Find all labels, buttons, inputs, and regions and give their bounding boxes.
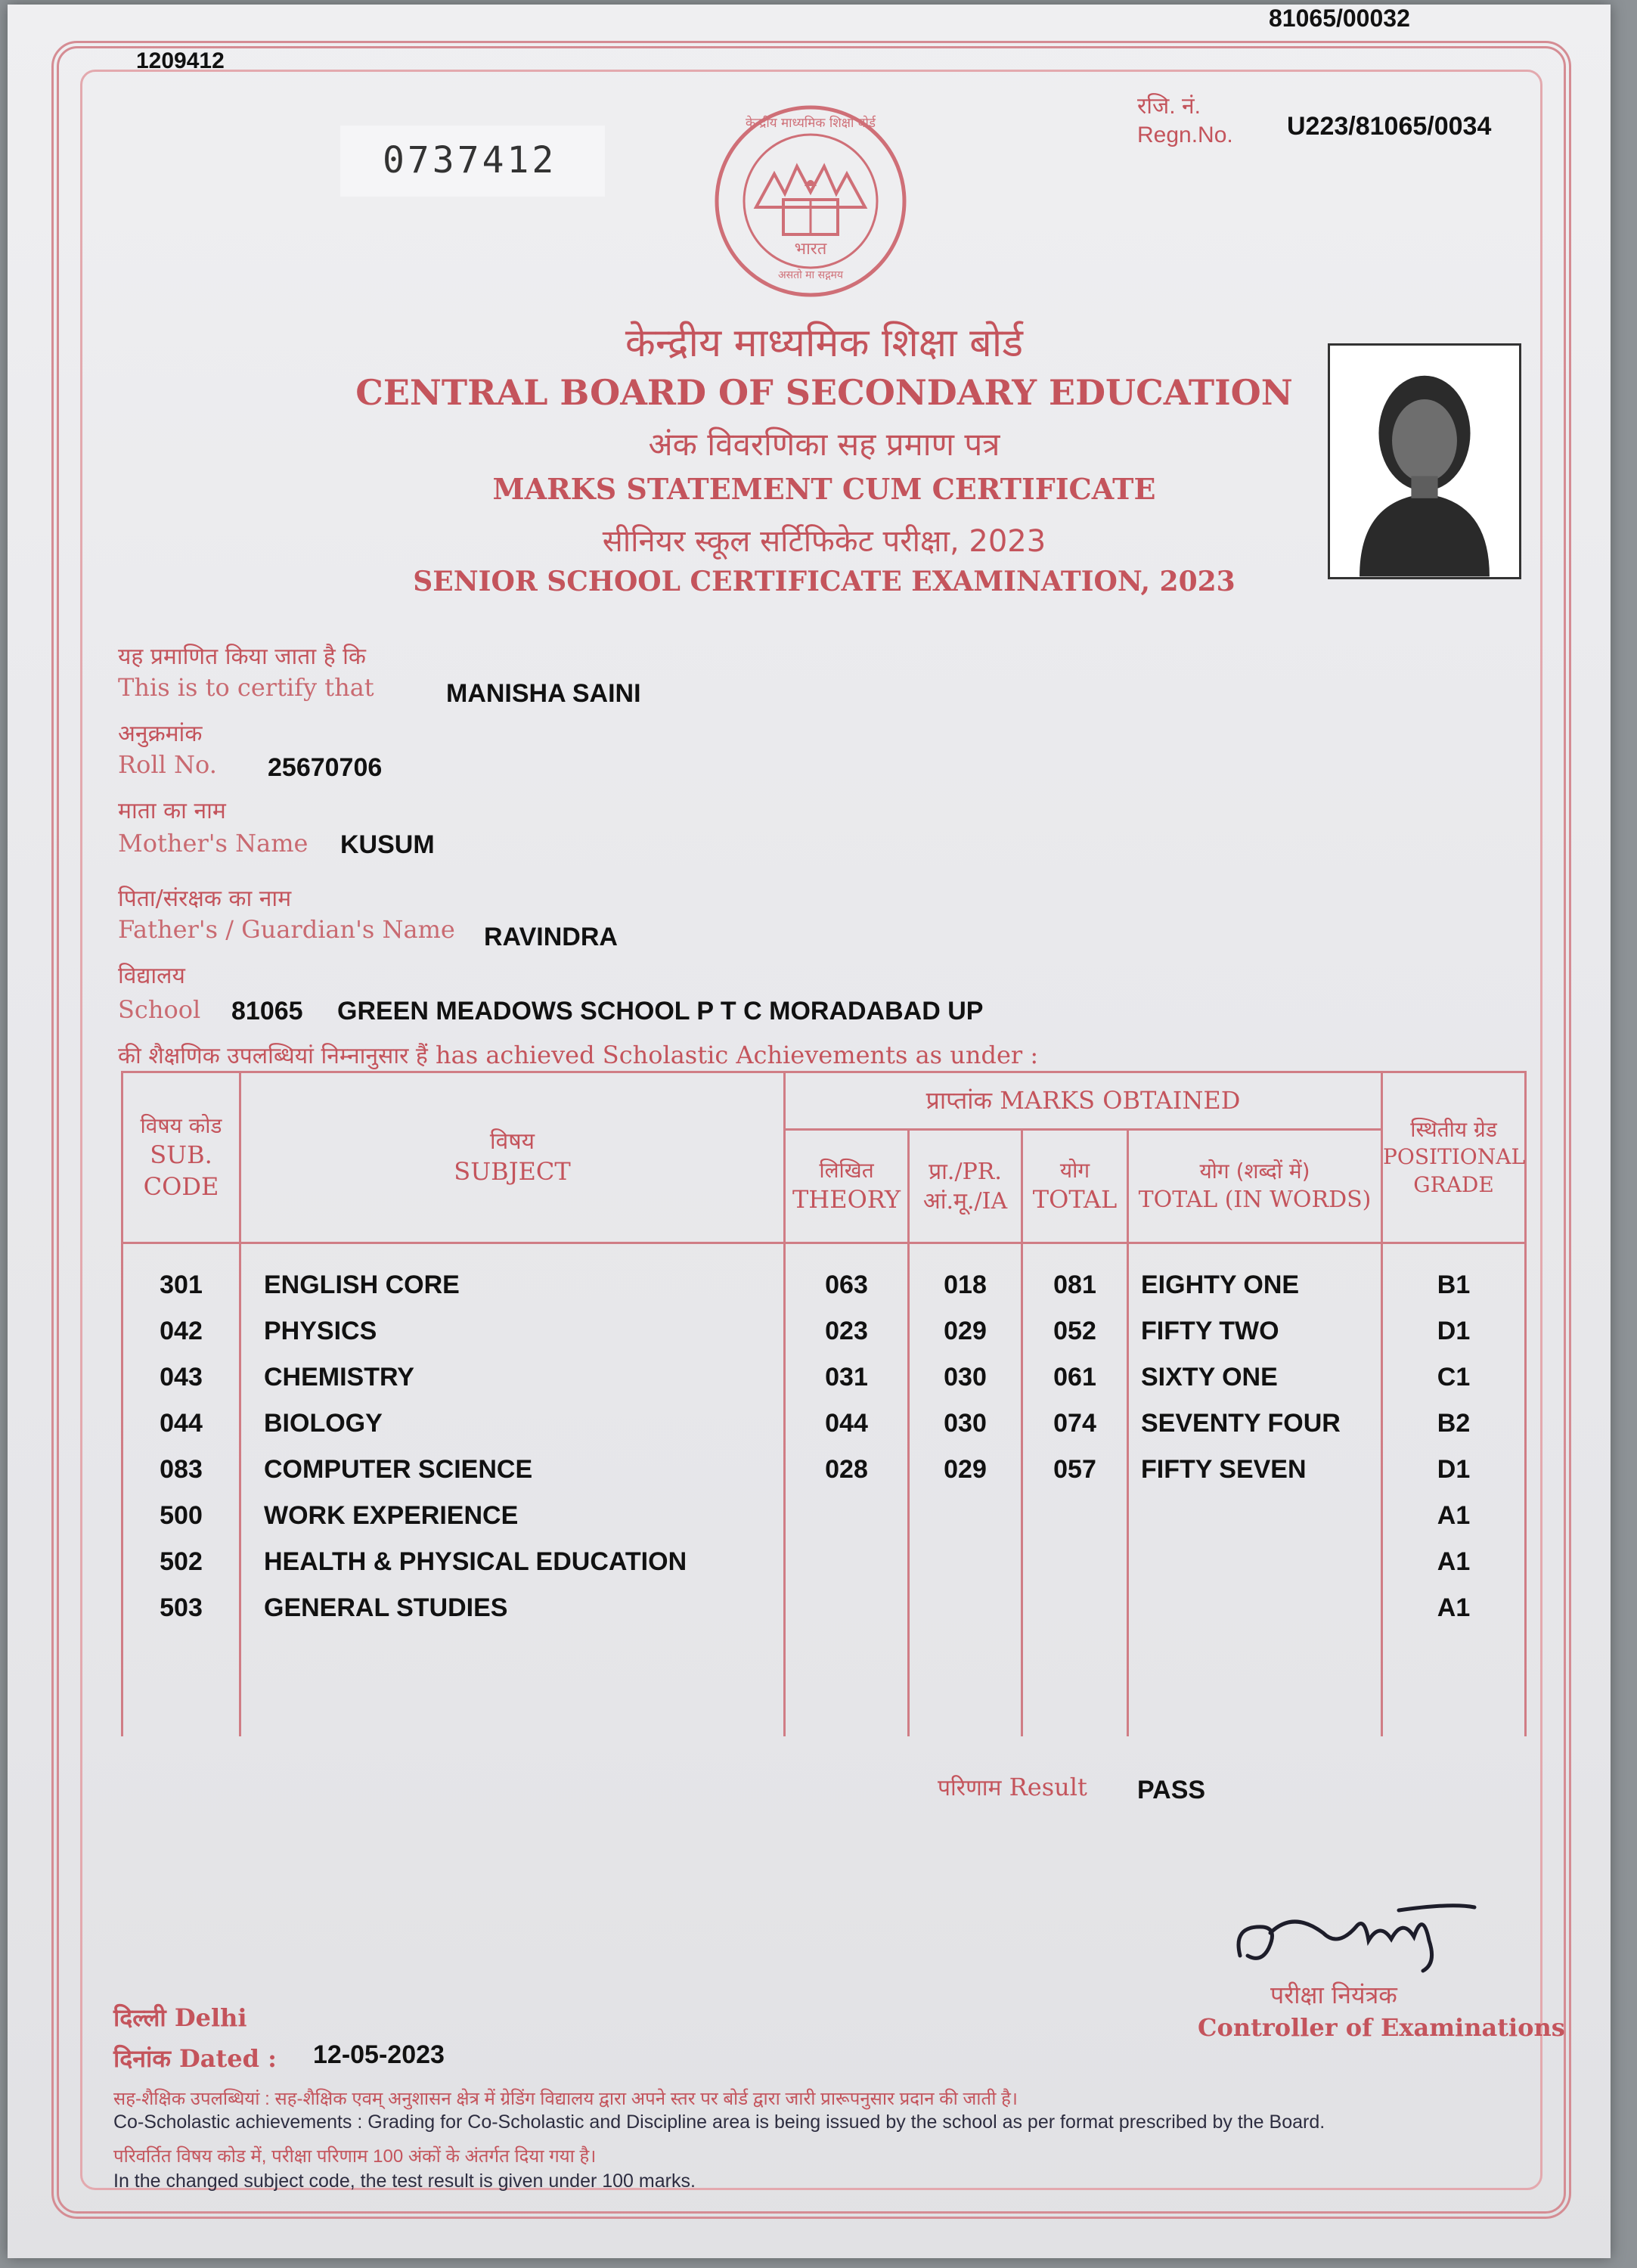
mother-name: KUSUM xyxy=(340,830,435,859)
header-total: योग TOTAL xyxy=(1022,1130,1128,1243)
mother-label-en: Mother's Name xyxy=(118,829,308,858)
col-code xyxy=(122,1243,240,1737)
header-marks-obtained: प्राप्तांक MARKS OBTAINED xyxy=(785,1072,1382,1130)
table-row-grade: C1 xyxy=(1437,1363,1471,1392)
table-row-theory xyxy=(786,1539,907,1585)
exam-title-hindi: सीनियर स्कूल सर्टिफिकेट परीक्षा, 2023 xyxy=(602,524,1046,559)
table-row-words: FIFTY TWO xyxy=(1141,1317,1279,1345)
note-co-scholastic-en: Co-Scholastic achievements : Grading for Co-Scholastic and Discipline area is being issued by the school as per format prescribed by the Board. xyxy=(113,2111,1325,2133)
table-row-theory: 028 xyxy=(825,1455,868,1484)
logo-ring-text: केन्द्रीय माध्यमिक शिक्षा बोर्ड xyxy=(745,116,876,131)
table-row-total xyxy=(1023,1585,1127,1631)
table-row-practical: 018 xyxy=(944,1271,987,1299)
table-row-grade: B2 xyxy=(1437,1409,1471,1438)
col-total-words xyxy=(1128,1243,1382,1737)
note-co-scholastic-hi: सह-शैक्षिक उपलब्धियां : सह-शैक्षिक एवम् अनुशासन क्षेत्र में ग्रेडिंग विद्यालय द्वारा अपने स्तर पर बोर्ड द्वारा जारी प्रारूपनुसार प्रदान की जाती है। xyxy=(113,2089,1018,2109)
table-row-words: SEVENTY FOUR xyxy=(1141,1409,1341,1438)
table-row-total xyxy=(1023,1539,1127,1585)
mother-label-hi: माता का नाम xyxy=(118,798,226,824)
header-sub-code: विषय कोड SUB. CODE xyxy=(122,1072,240,1243)
doc-title-english: MARKS STATEMENT CUM CERTIFICATE xyxy=(492,472,1156,506)
table-row-subject: PHYSICS xyxy=(264,1317,377,1345)
issue-date: 12-05-2023 xyxy=(313,2040,445,2069)
student-name: MANISHA SAINI xyxy=(446,679,641,708)
marks-table xyxy=(121,1071,1527,1736)
header-theory: लिखित THEORY xyxy=(785,1130,909,1243)
logo-motto: असतो मा सद्गमय xyxy=(777,269,844,281)
roll-number: 25670706 xyxy=(268,753,383,782)
table-row-words xyxy=(1129,1493,1381,1539)
table-row-code: 500 xyxy=(160,1501,203,1530)
table-row-code: 301 xyxy=(160,1271,203,1299)
table-row-total: 074 xyxy=(1053,1409,1096,1438)
logo-country: भारत xyxy=(794,240,827,259)
note-changed-code-hi: परिवर्तित विषय कोड में, परीक्षा परिणाम 100 अंकों के अंतर्गत दिया गया है। xyxy=(113,2146,597,2167)
table-row-grade: A1 xyxy=(1437,1593,1471,1622)
regn-value: U223/81065/0034 xyxy=(1287,112,1492,141)
header-total-words: योग (शब्दों में) TOTAL (IN WORDS) xyxy=(1128,1130,1382,1243)
table-row-total: 057 xyxy=(1053,1455,1096,1484)
table-row-total: 061 xyxy=(1053,1363,1096,1392)
board-name-hindi: केन्द्रीय माध्यमिक शिक्षा बोर्ड xyxy=(625,321,1024,366)
table-row-theory: 044 xyxy=(825,1409,868,1438)
table-row-code: 044 xyxy=(160,1409,203,1438)
school-label-en: School xyxy=(118,995,201,1024)
father-name: RAVINDRA xyxy=(484,923,618,951)
header-practical: प्रा./PR. आं.मू./IA xyxy=(909,1130,1022,1243)
regn-label-hi: रजि. नं. xyxy=(1137,94,1201,119)
result-label: परिणाम Result xyxy=(938,1773,1087,1801)
table-row-grade: A1 xyxy=(1437,1501,1471,1530)
table-row-code: 042 xyxy=(160,1317,203,1345)
table-row-words xyxy=(1129,1539,1381,1585)
cbse-logo-icon xyxy=(711,101,910,301)
controller-title-en: Controller of Examinations xyxy=(1198,2013,1565,2042)
table-row-words: FIFTY SEVEN xyxy=(1141,1455,1307,1484)
certify-label-en: This is to certify that xyxy=(118,673,374,702)
table-row-subject: BIOLOGY xyxy=(264,1409,383,1438)
table-row-grade: D1 xyxy=(1437,1317,1471,1345)
table-row-practical xyxy=(910,1585,1021,1631)
table-row-grade: A1 xyxy=(1437,1547,1471,1576)
table-row-theory xyxy=(786,1585,907,1631)
table-row-subject: ENGLISH CORE xyxy=(264,1271,460,1299)
table-row-total: 052 xyxy=(1053,1317,1096,1345)
serial-left: 1209412 xyxy=(136,48,225,73)
table-row-code: 503 xyxy=(160,1593,203,1622)
table-row-practical xyxy=(910,1493,1021,1539)
table-row-words: EIGHTY ONE xyxy=(1141,1271,1300,1299)
table-row-theory xyxy=(786,1493,907,1539)
note-changed-code-en: In the changed subject code, the test result is given under 100 marks. xyxy=(113,2170,696,2192)
table-row-practical xyxy=(910,1539,1021,1585)
dated-label: दिनांक Dated : xyxy=(113,2044,277,2073)
certificate-number-box xyxy=(340,126,605,197)
table-row-code: 083 xyxy=(160,1455,203,1484)
certificate-sheet xyxy=(8,5,1611,2258)
table-row-practical: 029 xyxy=(944,1455,987,1484)
col-theory xyxy=(785,1243,909,1737)
table-row-subject: WORK EXPERIENCE xyxy=(264,1501,519,1530)
table-row-grade: B1 xyxy=(1437,1271,1471,1299)
regn-label-en: Regn.No. xyxy=(1137,123,1233,147)
father-label-hi: पिता/संरक्षक का नाम xyxy=(118,886,292,912)
table-row-grade: D1 xyxy=(1437,1455,1471,1484)
board-name-english: CENTRAL BOARD OF SECONDARY EDUCATION xyxy=(355,372,1293,413)
header-subject: विषय SUBJECT xyxy=(240,1072,785,1243)
serial-right: 81065/00032 xyxy=(1269,5,1410,32)
table-row-words xyxy=(1129,1585,1381,1631)
achieved-line xyxy=(118,1039,1038,1070)
table-row-code: 502 xyxy=(160,1547,203,1576)
table-row-theory: 063 xyxy=(825,1271,868,1299)
table-row-subject: COMPUTER SCIENCE xyxy=(264,1455,533,1484)
school-label-hi: विद्यालय xyxy=(118,963,185,989)
table-row-total xyxy=(1023,1493,1127,1539)
achieved-label-hi: की शैक्षणिक उपलब्धियां निम्नानुसार हैं xyxy=(118,1043,428,1069)
table-row-practical: 029 xyxy=(944,1317,987,1345)
roll-label-hi: अनुक्रमांक xyxy=(118,721,203,747)
col-grade xyxy=(1382,1243,1526,1737)
table-row-practical: 030 xyxy=(944,1409,987,1438)
controller-title-hi: परीक्षा नियंत्रक xyxy=(1270,1981,1397,2009)
certificate-number: 0737412 xyxy=(383,139,557,182)
col-subject xyxy=(240,1243,785,1737)
father-label-en: Father's / Guardian's Name xyxy=(118,915,455,944)
header-positional-grade: स्थितीय ग्रेड POSITIONAL GRADE xyxy=(1382,1072,1526,1243)
certify-label-hi: यह प्रमाणित किया जाता है कि xyxy=(118,644,366,670)
table-row-total: 081 xyxy=(1053,1271,1096,1299)
school-name: GREEN MEADOWS SCHOOL P T C MORADABAD UP xyxy=(337,997,984,1025)
student-photo xyxy=(1328,343,1521,579)
doc-title-hindi: अंक विवरणिका सह प्रमाण पत्र xyxy=(648,426,1000,463)
table-row-subject: CHEMISTRY xyxy=(264,1363,414,1392)
table-row-practical: 030 xyxy=(944,1363,987,1392)
controller-signature xyxy=(1225,1880,1482,1978)
table-row-theory: 031 xyxy=(825,1363,868,1392)
place-city: दिल्ली Delhi xyxy=(113,2003,247,2032)
col-total xyxy=(1022,1243,1128,1737)
table-row-theory: 023 xyxy=(825,1317,868,1345)
achieved-label-en: has achieved Scholastic Achievements as under : xyxy=(436,1041,1039,1069)
table-row-words: SIXTY ONE xyxy=(1141,1363,1278,1392)
result-value: PASS xyxy=(1137,1776,1206,1804)
col-practical xyxy=(909,1243,1022,1737)
roll-label-en: Roll No. xyxy=(118,750,217,779)
school-code: 81065 xyxy=(231,997,303,1025)
table-row-subject: GENERAL STUDIES xyxy=(264,1593,508,1622)
table-row-subject: HEALTH & PHYSICAL EDUCATION xyxy=(264,1547,687,1576)
table-row-code: 043 xyxy=(160,1363,203,1392)
exam-title-english: SENIOR SCHOOL CERTIFICATE EXAMINATION, 2023 xyxy=(413,566,1236,597)
marks-body xyxy=(122,1243,1526,1737)
